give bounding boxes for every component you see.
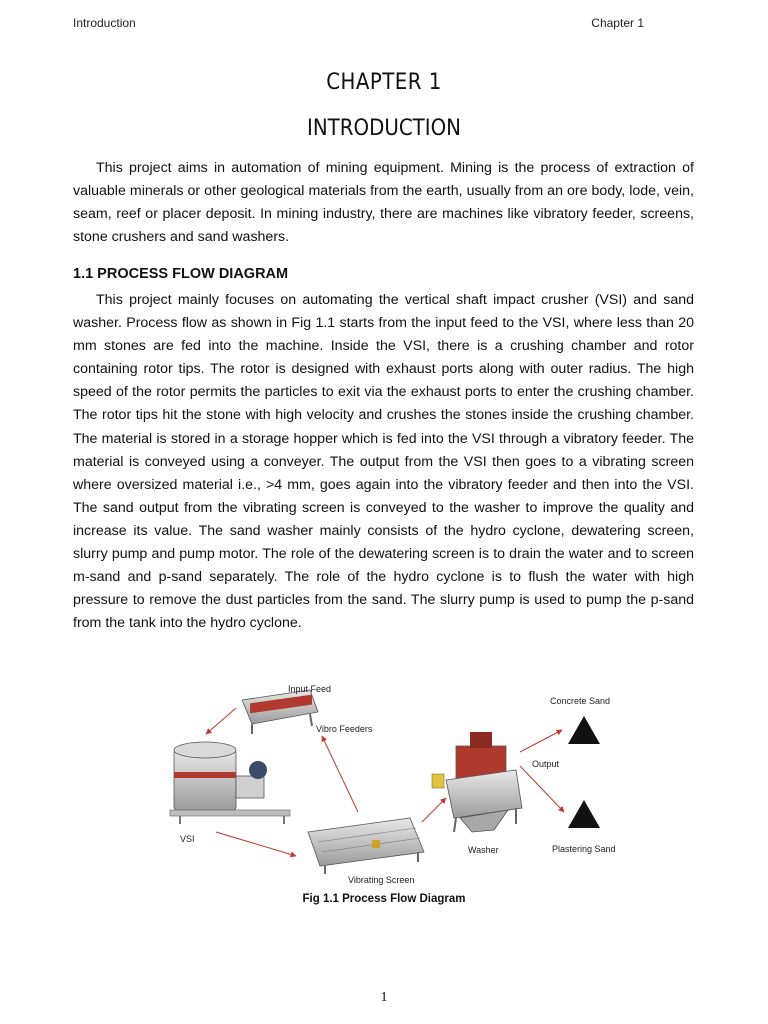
page-number: 1 — [380, 990, 388, 1005]
label-vsi: VSI — [180, 834, 195, 844]
label-vibrating-screen: Vibrating Screen — [348, 875, 415, 885]
concrete-sand-pile — [568, 716, 600, 744]
vsi-machine — [170, 742, 290, 824]
flow-arrow-screen-to-washer — [422, 798, 446, 822]
paragraph-process-flow: This project mainly focuses on automating the vertical shaft impact crusher (VSI) and sand washer. Process flow as shown in Fig 1.1 starts from the input feed to the VSI, where less than 20 mm stones are fed into the machine. Inside the VSI, there is a crushing chamber and rotor containing rotor tips. The rotor is designed with exhaust ports along with outer radius. The high speed of the rotor permits the particles to exit via the exhaust ports to enter the crushing chamber. The rotor tips hit the stone with high velocity and crushes the stones inside the crushing chamber. The material is stored in a storage hopper which is fed into the VSI through a vibratory feeder. The material is conveyed using a conveyer. The output from the VSI then goes to a vibrating screen where oversized material i.e., >4 mm, goes again into the vibratory feeder and then into the VSI. The sand output from the vibrating screen is conveyed to the washer to improve the quality and increase its value. The sand washer mainly consists of the hydro cyclone, dewatering screen, slurry pump and pump motor. The role of the dewatering screen is to drain the water and to screen m-sand and p-sand separately. The role of the hydro cyclone is to flush the water with high pressure to remove the dust particles from the sand. The slurry pump is used to pump the p-sand from the tank into the hydro cyclone. — [73, 292, 694, 632]
flow-arrow-washer-to-plastering — [520, 766, 564, 812]
label-output: Output — [532, 759, 560, 769]
vibrating-screen-machine — [308, 818, 424, 874]
section-heading: 1.1 PROCESS FLOW DIAGRAM — [73, 266, 289, 282]
flow-arrow-screen-to-feeder — [322, 736, 358, 812]
vibro-feeder-machine — [242, 690, 318, 734]
process-flow-figure — [160, 672, 640, 892]
label-vibro-feeders: Vibro Feeders — [316, 724, 373, 734]
paragraph-intro: This project aims in automation of mining equipment. Mining is the process of extraction of valuable minerals or other geological materials from the earth, usually from an ore body, lode, vein, seam, reef or placer deposit. In mining industry, there are machines like vibratory feeder, screens, stone crushers and sand washers. — [73, 160, 694, 246]
running-header-right: Chapter 1 — [591, 16, 644, 30]
chapter-title: CHAPTER 1 — [326, 70, 442, 95]
running-header-left: Introduction — [73, 16, 136, 30]
label-plastering-sand: Plastering Sand — [552, 844, 616, 854]
flow-arrow-feeder-to-vsi — [206, 708, 236, 734]
washer-machine — [432, 732, 522, 832]
label-input-feed: Input Feed — [288, 684, 332, 694]
flow-arrow-washer-to-concrete — [520, 730, 562, 752]
label-washer: Washer — [468, 845, 499, 855]
label-concrete-sand: Concrete Sand — [550, 696, 611, 706]
figure-caption: Fig 1.1 Process Flow Diagram — [302, 893, 466, 905]
flow-arrow-vsi-to-screen — [216, 832, 296, 856]
intro-title: INTRODUCTION — [307, 116, 461, 141]
plastering-sand-pile — [568, 800, 600, 828]
